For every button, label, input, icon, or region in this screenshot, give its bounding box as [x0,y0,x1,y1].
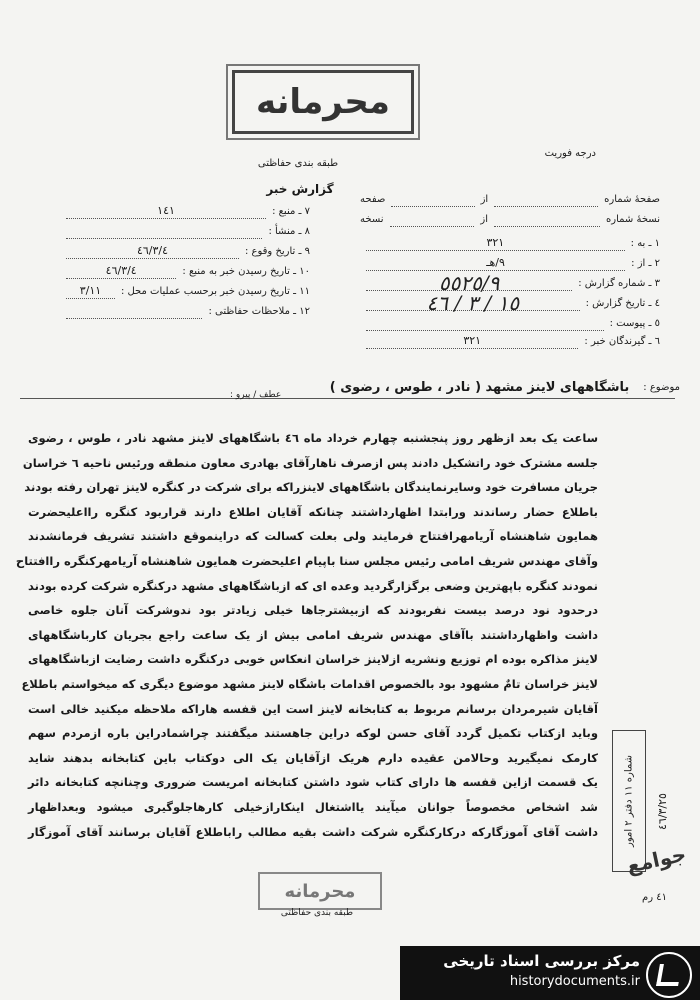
field-origin: ٨ ـ منشأ : [60,222,310,240]
report-metadata-fields [360,190,660,350]
body-line: شد اشخاص مخصوصاً جوانان میآیند یااشتغال اینکارازخیلی کارهاجلوگیری میشود وبعداظهار [28,799,598,814]
archive-url[interactable]: historydocuments.ir [509,974,640,989]
source-metadata-fields [60,202,310,342]
classification-label: طبقه بندی حفاظتی [257,158,339,169]
body-line: داشت واظهارداشتند باآقای مهندس شریف امامی بیش از یک ساعت راجع بجریان کارباشگاههای [28,627,598,642]
margin-note: شماره ١١ دفتر ٢ امور [612,730,646,872]
archive-name: مرکز بررسی اسناد تاریخی [443,952,640,970]
body-line: وباید ازکتاب تکمیل گردد آقای حسن لوکه دراین جاهستند میگفتند چراشمادراین باره ازمردم سهم [28,726,598,741]
field-recipients: ٦ ـ گیرندگان خبر : ٣٢١ [360,332,660,350]
margin-stamp-sub: ٤١ رم [642,892,667,903]
reference-label: عطف / پیرو : [230,390,282,400]
subject-line [20,376,680,398]
margin-stamp: جوامع [624,841,689,878]
classification-label-bottom: طبقه بندی حفاظتی [280,908,354,918]
archive-logo-icon [646,952,692,998]
field-report-date: ٤ ـ تاریخ گزارش : ١٥ / ٣ / ٤٦ [360,294,660,312]
subject-text: باشگاههای لاینز مشهد ( نادر ، طوس ، رضوی ) [329,379,630,395]
body-line: درحدود نود درصد بیست نفربودند که ازبیشترجاها خیلی زیادتر بود ندوشرکت آنان جلوه خاصی [28,603,598,618]
subject-label: موضوع : [643,381,680,393]
field-to: ١ ـ به : ٣٢١ [360,234,660,252]
field-source-received-date: ١٠ ـ تاریخ رسیدن خبر به منبع : ٤٦/٣/٤ [60,262,310,280]
priority-label: درجه فوریت [544,148,596,159]
archive-footer [400,946,700,1000]
body-line: لاینز خراسان تامٌ مشهود بود بالخصوص اقدامات باشگاه لاینز مشهد موضوع دیگری که میخواستم باطلاع [21,676,598,691]
report-title: گزارش خبر [266,182,334,196]
subject-divider [20,398,675,399]
field-security-notes: ١٢ ـ ملاحظات حفاظتی : [60,302,310,320]
body-line: نمودند کنگره باپهترین وضعی برگزارگردید وعده ای که ازباشگاههای مشهد درکنگره شرکت کرده بودند [28,578,598,593]
confidential-stamp-bottom: محرمانه [258,872,382,910]
field-source: ٧ ـ منبع : ١٤١ [60,202,310,220]
body-line: وآقای مهندس شریف امامی رئیس مجلس سنا باپیام اعلیحضرت همایون شاهنشاه آریامهرکنگره راافتتاح [15,553,598,568]
field-attachment: ٥ ـ پیوست : [360,314,660,332]
body-line: کارمک نمیگیرید وحالامن عقیده دارم هریک ازآقایان یک الی دوکتاب باین کتابخانه بدهند شاید [28,750,598,765]
report-body [15,426,598,866]
body-line: جریان مسافرت خود وسایرنمایندگان باشگاههای لاینزراکه برای شرکت در کنگره لاینز تهران رفته بودند [24,480,598,495]
body-line: لاینز مذاکره بوده ام توزیع ونشریه ازلاینز خراسان انعکاس خوبی درکنگره داشت رضایت ازباشگاههای [28,652,598,667]
body-line: جلسه مشترک خود راتشکیل دادند پس ازصرف ناهارآقای بهادری معاون منطقه ورئیس ناحیه ٦ خراسان [22,455,598,470]
body-line: ساعت یک بعد ازظهر روز پنجشنبه چهارم خرداد ماه ٤٦ باشگاههای لاینز مشهد نادر ، طوس ، رضوی [28,431,598,445]
margin-date: ٤٦/٣/٢٥ [656,793,669,830]
body-line: همایون شاهنشاه آریامهرافتتاح فرمایند ولی بعلت کسالت که دراینموقع داشتند تشریف فرمانشدند [28,529,598,544]
body-line: باطلاع حضار رساندند ورابتدا اظهارداشتند چنانکه آقایان اطلاع دارند قراربود کنگره رااعلیحضرت [28,504,598,519]
body-line: داشت آقای آموزگارکه درکارکنگره شرکت داشت بقیه مطالب راباطلاع آقایان برسانند آقای آموزگار [28,824,598,839]
field-report-number: ٣ ـ شماره گزارش : ٥٥٢٥/٩ [360,274,660,292]
field-local-received-date: ١١ ـ تاریخ رسیدن خبر برحسب عملیات محل : ٣/١١ [60,282,310,300]
confidential-stamp: محرمانه [232,70,414,134]
body-line: یک قسمت ازاین قفسه ها دارای کتاب شود داشتن کتابخانه امریست ضروری وچنانچه کتابخانه دائر [28,775,598,790]
field-occurrence-date: ٩ ـ تاریخ وقوع : ٤٦/٣/٤ [60,242,310,260]
body-line: آقایان شیرمردان برسانم مربوط به کتابخانه لاینز است این قفسه هاراکه ملاحظه میکنید خالی است [28,701,598,716]
field-from: ٢ ـ از : ٩/هـ [360,254,660,272]
field-page-number: صفحهٔ شماره از صفحه [360,193,660,205]
field-copy-number: نسخهٔ شماره از نسخه [360,213,660,225]
